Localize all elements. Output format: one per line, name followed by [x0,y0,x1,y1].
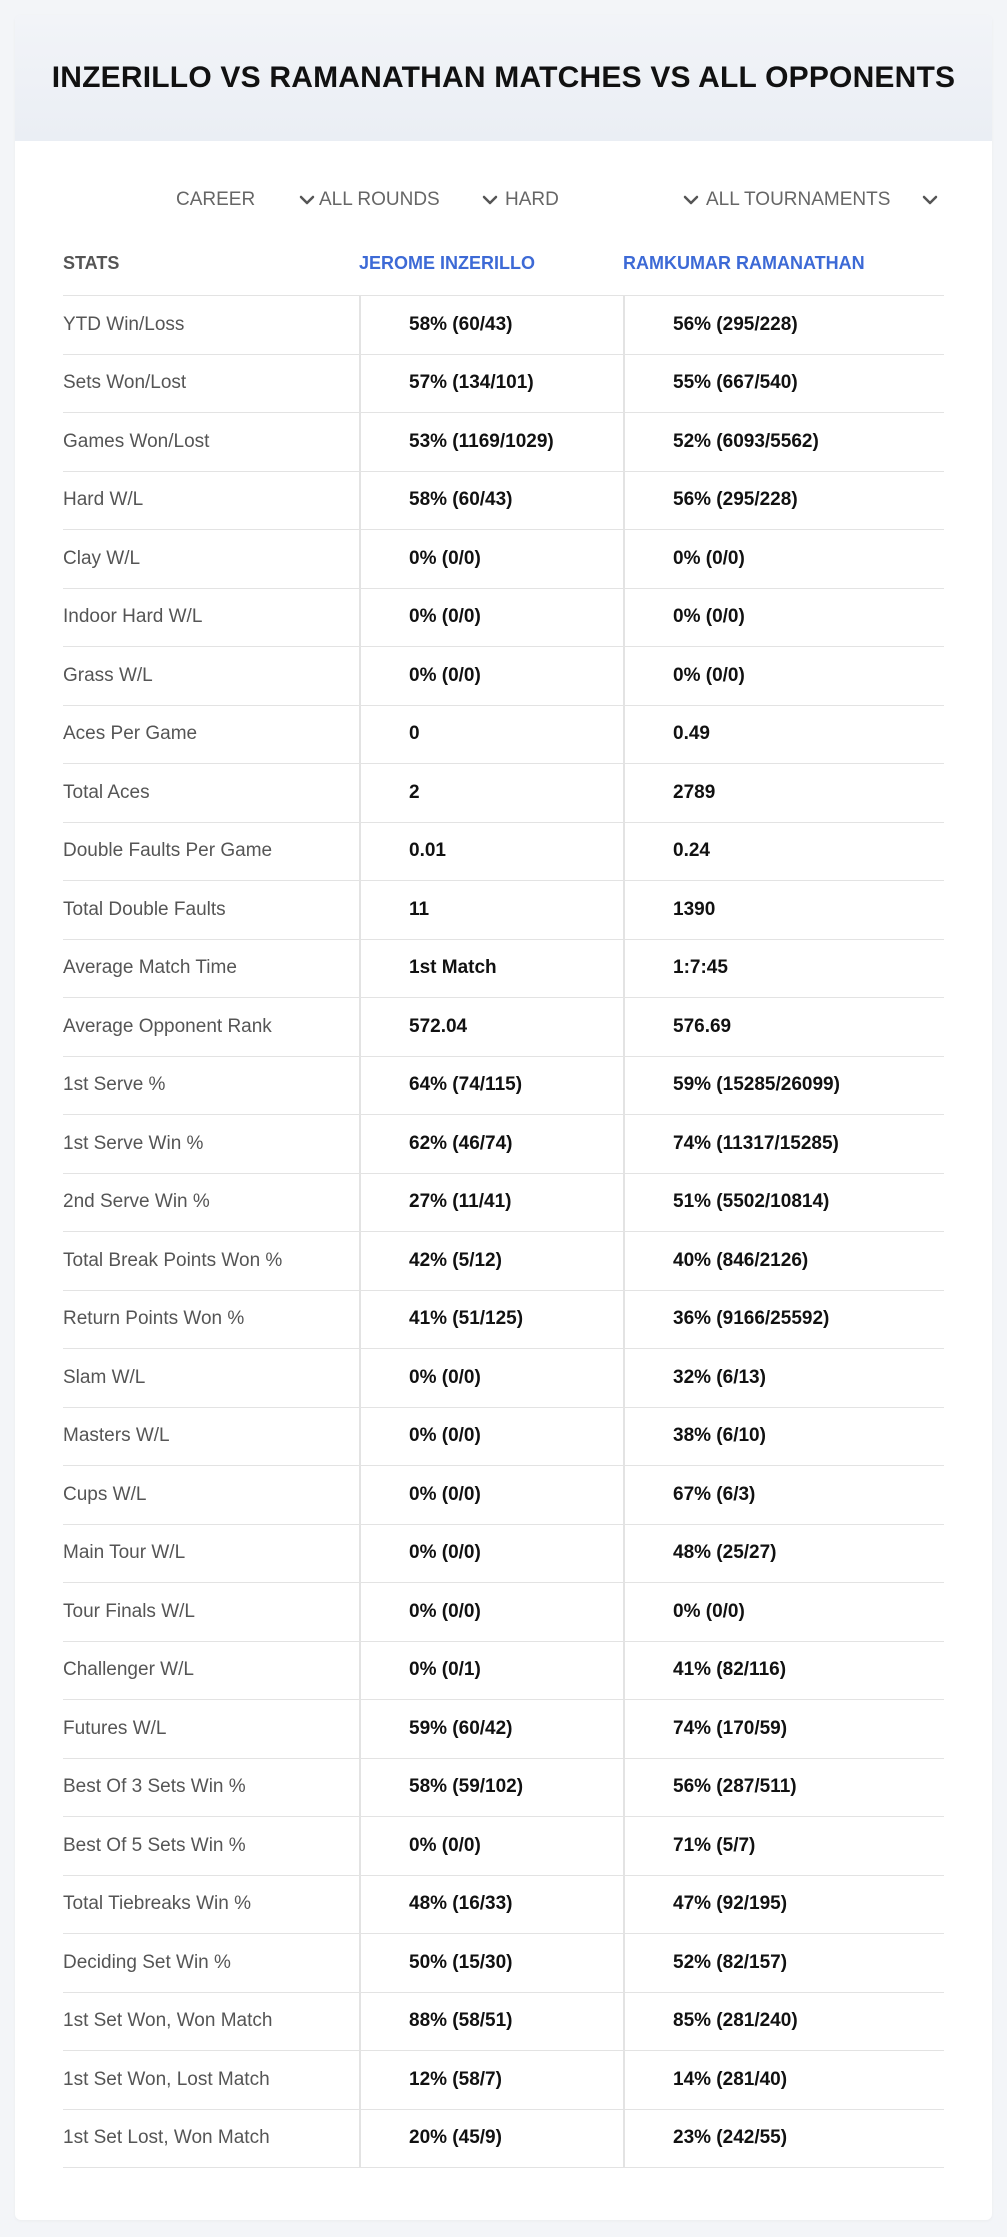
player2-stat-value: 56% (287/511) [623,1759,944,1817]
player2-stat-value: 32% (6/13) [623,1349,944,1407]
stats-column-header: STATS [63,253,120,273]
player1-stat-value: 48% (16/33) [359,1876,623,1934]
page-title: INZERILLO VS RAMANATHAN MATCHES VS ALL OPPONENTS [51,61,956,94]
player1-stat-value: 50% (15/30) [359,1934,623,1992]
player1-stat-value: 42% (5/12) [359,1232,623,1290]
table-row [63,2051,944,2110]
tournaments-select[interactable] [706,189,939,211]
stat-label: Sets Won/Lost [63,372,187,394]
table-row [63,881,944,940]
table-row [63,1466,944,1525]
player2-stat-value: 56% (295/228) [623,296,944,354]
rounds-select-value: ALL ROUNDS [319,189,440,210]
player1-stat-value: 2 [359,764,623,822]
player1-stat-value: 0% (0/0) [359,1525,623,1583]
stat-label: Masters W/L [63,1425,170,1447]
player2-stat-value: 71% (5/7) [623,1817,944,1875]
player1-stat-value: 0 [359,706,623,764]
player2-stat-value: 0% (0/0) [623,1583,944,1641]
player2-stat-value: 1:7:45 [623,940,944,998]
table-row [63,1174,944,1233]
stat-label: Total Break Points Won % [63,1249,283,1271]
player2-stat-value: 40% (846/2126) [623,1232,944,1290]
rounds-select[interactable] [319,189,499,211]
period-select[interactable] [176,189,316,211]
stat-label: Total Aces [63,781,150,803]
player2-stat-value: 2789 [623,764,944,822]
player1-stat-value: 0% (0/0) [359,1349,623,1407]
table-row [63,413,944,472]
stats-card [15,15,992,2220]
player2-stat-value: 0% (0/0) [623,647,944,705]
table-row [63,1817,944,1876]
table-row [63,1525,944,1584]
player2-stat-value: 47% (92/195) [623,1876,944,1934]
chevron-down-icon [481,193,499,207]
player2-stat-value: 56% (295/228) [623,472,944,530]
player1-stat-value: 0% (0/0) [359,1466,623,1524]
table-row [63,589,944,648]
table-row [63,1057,944,1116]
stat-label: 2nd Serve Win % [63,1191,210,1213]
stat-label: 1st Set Lost, Won Match [63,2127,270,2149]
stat-label: Main Tour W/L [63,1542,186,1564]
player1-stat-value: 11 [359,881,623,939]
player2-stat-value: 1390 [623,881,944,939]
stat-label: Grass W/L [63,664,153,686]
player1-stat-value: 0% (0/1) [359,1642,623,1700]
table-row [63,647,944,706]
stat-label: Indoor Hard W/L [63,606,203,628]
player2-stat-value: 85% (281/240) [623,1993,944,2051]
stat-label: Average Opponent Rank [63,1015,272,1037]
player2-stat-value: 74% (170/59) [623,1700,944,1758]
stat-label: Double Faults Per Game [63,840,273,862]
stat-label: Challenger W/L [63,1659,194,1681]
table-row [63,764,944,823]
player1-stat-value: 59% (60/42) [359,1700,623,1758]
stat-label: Hard W/L [63,489,144,511]
surface-select[interactable] [505,189,700,211]
player2-stat-value: 0.49 [623,706,944,764]
player1-stat-value: 0.01 [359,823,623,881]
player2-stat-value: 0.24 [623,823,944,881]
player1-stat-value: 12% (58/7) [359,2051,623,2109]
table-row [63,998,944,1057]
table-row [63,1642,944,1701]
table-row [63,472,944,531]
player2-stat-value: 576.69 [623,998,944,1056]
player2-stat-value: 55% (667/540) [623,355,944,413]
player1-stat-value: 20% (45/9) [359,2110,623,2168]
table-row [63,1232,944,1291]
stat-label: 1st Serve % [63,1074,166,1096]
table-row [63,1291,944,1350]
filter-bar [15,141,992,231]
player1-stat-value: 62% (46/74) [359,1115,623,1173]
player1-stat-value: 0% (0/0) [359,1583,623,1641]
table-header [63,231,944,296]
player1-stat-value: 0% (0/0) [359,647,623,705]
stat-label: Return Points Won % [63,1308,245,1330]
player2-link[interactable]: RAMKUMAR RAMANATHAN [623,253,865,273]
player1-stat-value: 58% (60/43) [359,472,623,530]
player1-stat-value: 0% (0/0) [359,530,623,588]
stat-label: Best Of 3 Sets Win % [63,1776,246,1798]
player1-stat-value: 58% (59/102) [359,1759,623,1817]
stat-label: 1st Set Won, Won Match [63,2010,273,2032]
stat-label: Deciding Set Win % [63,1951,231,1973]
stat-label: 1st Serve Win % [63,1132,204,1154]
player2-stat-value: 0% (0/0) [623,589,944,647]
player2-stat-value: 51% (5502/10814) [623,1174,944,1232]
player2-stat-value: 36% (9166/25592) [623,1291,944,1349]
table-row [63,1876,944,1935]
table-row [63,1993,944,2052]
player2-stat-value: 23% (242/55) [623,2110,944,2168]
period-select-value: CAREER [176,189,256,210]
stat-label: Tour Finals W/L [63,1600,195,1622]
player2-stat-value: 52% (6093/5562) [623,413,944,471]
stat-label: Clay W/L [63,547,141,569]
stat-label: Best Of 5 Sets Win % [63,1834,246,1856]
table-row [63,940,944,999]
player2-stat-value: 67% (6/3) [623,1466,944,1524]
table-row [63,530,944,589]
player2-stat-value: 41% (82/116) [623,1642,944,1700]
player1-stat-value: 57% (134/101) [359,355,623,413]
chevron-down-icon [682,193,700,207]
stat-label: Cups W/L [63,1483,147,1505]
stat-label: Total Double Faults [63,898,226,920]
player1-stat-value: 1st Match [359,940,623,998]
table-row [63,1349,944,1408]
stat-label: 1st Set Won, Lost Match [63,2068,270,2090]
player2-stat-value: 52% (82/157) [623,1934,944,1992]
table-row [63,1934,944,1993]
player1-stat-value: 0% (0/0) [359,589,623,647]
player1-stat-value: 27% (11/41) [359,1174,623,1232]
player1-stat-value: 41% (51/125) [359,1291,623,1349]
player2-stat-value: 0% (0/0) [623,530,944,588]
table-row [63,355,944,414]
stat-label: YTD Win/Loss [63,313,185,335]
player1-stat-value: 64% (74/115) [359,1057,623,1115]
stat-label: Futures W/L [63,1717,167,1739]
player1-stat-value: 58% (60/43) [359,296,623,354]
player1-stat-value: 0% (0/0) [359,1817,623,1875]
table-row [63,1759,944,1818]
table-row [63,1583,944,1642]
player1-stat-value: 572.04 [359,998,623,1056]
tournaments-select-value: ALL TOURNAMENTS [706,189,891,210]
player1-link[interactable]: JEROME INZERILLO [359,253,536,273]
card-header [15,15,992,141]
stat-label: Aces Per Game [63,723,198,745]
player1-stat-value: 53% (1169/1029) [359,413,623,471]
chevron-down-icon [921,193,939,207]
player2-stat-value: 48% (25/27) [623,1525,944,1583]
stat-label: Slam W/L [63,1366,146,1388]
chevron-down-icon [298,193,316,207]
player2-stat-value: 38% (6/10) [623,1408,944,1466]
table-row [63,1700,944,1759]
player2-stat-value: 14% (281/40) [623,2051,944,2109]
stat-label: Average Match Time [63,957,237,979]
table-row [63,706,944,765]
table-row [63,1115,944,1174]
stats-table-body [63,296,944,2168]
surface-select-value: HARD [505,189,559,210]
player2-stat-value: 74% (11317/15285) [623,1115,944,1173]
table-row [63,296,944,355]
player2-stat-value: 59% (15285/26099) [623,1057,944,1115]
table-row [63,2110,944,2169]
stat-label: Games Won/Lost [63,430,210,452]
player1-stat-value: 0% (0/0) [359,1408,623,1466]
stat-label: Total Tiebreaks Win % [63,1893,251,1915]
table-row [63,1408,944,1467]
table-row [63,823,944,882]
player1-stat-value: 88% (58/51) [359,1993,623,2051]
